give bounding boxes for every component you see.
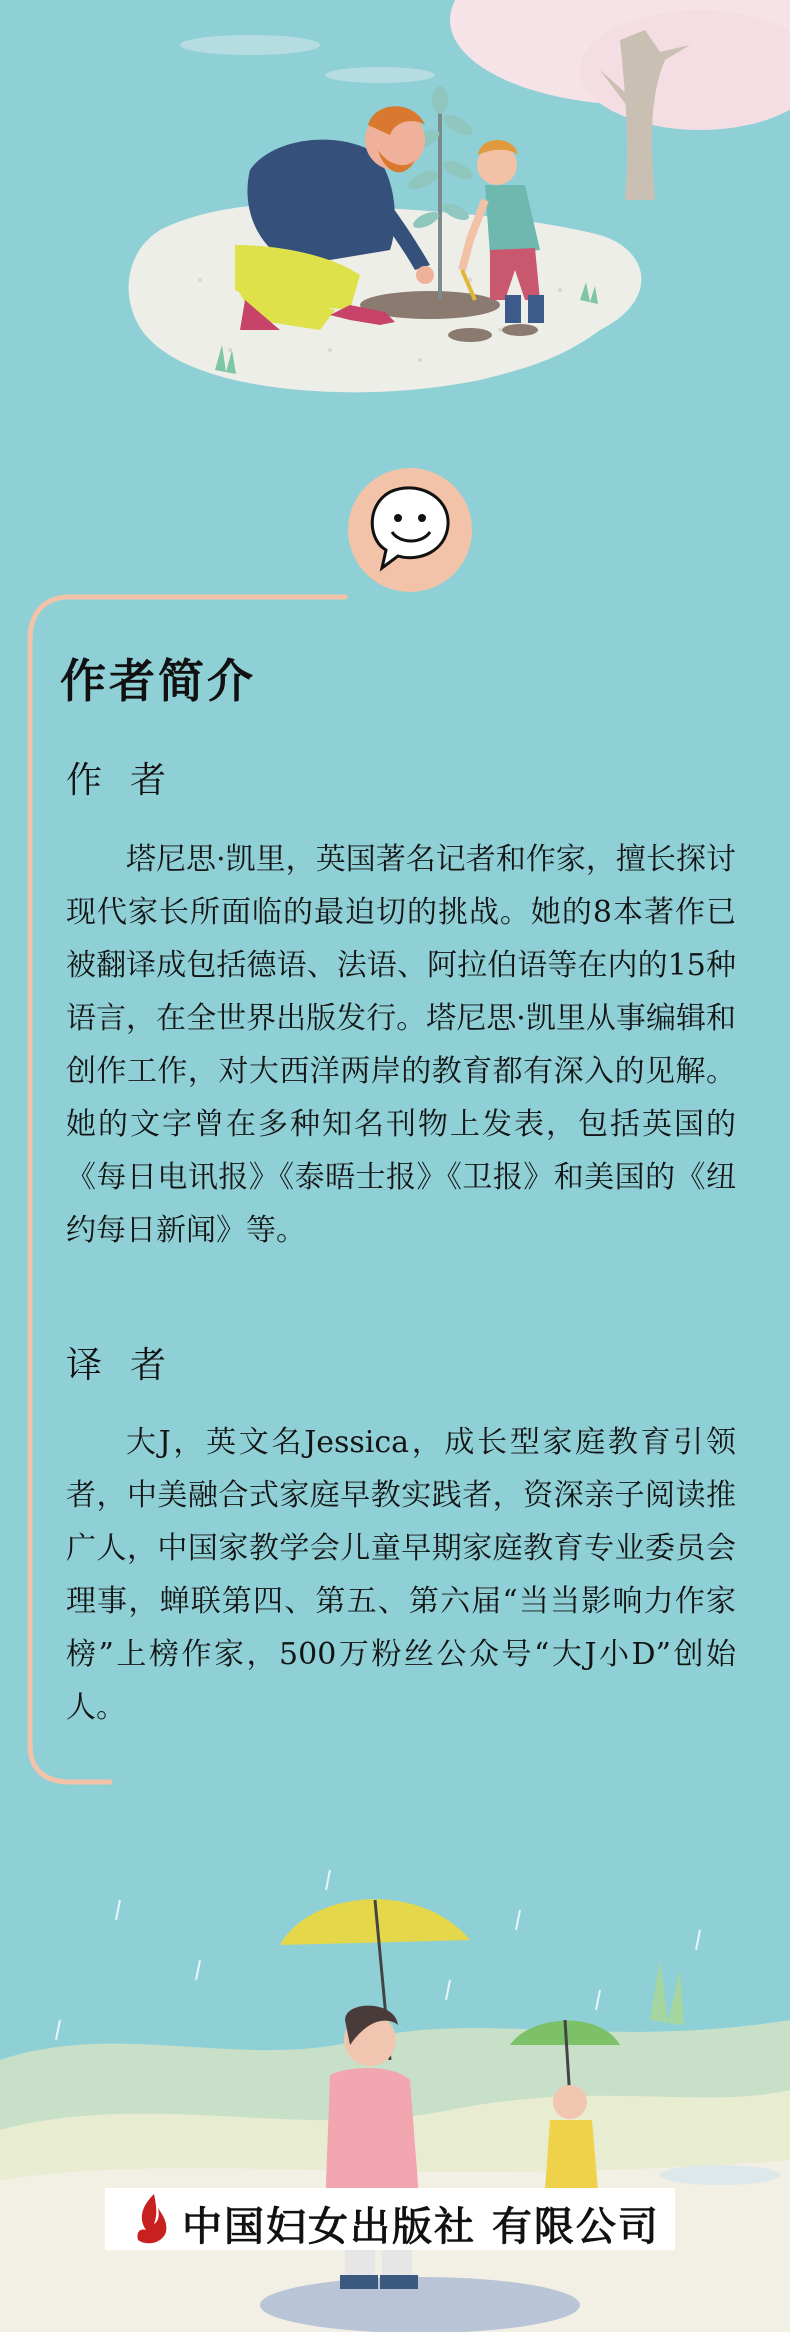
author-label: 作者 — [66, 760, 195, 801]
translator-bio: 大J，英文名Jessica，成长型家庭教育引领者，中美融合式家庭早教实践者，资深亲子阅读推广人，中国家教学会儿童早期家庭教育专业委员会理事，蝉联第四、第五、第六届“当当影响力作家榜”上榜作家，500万粉丝公众号“大J小D”创始人。 — [66, 1425, 736, 1725]
rain-illustration — [0, 1840, 790, 2332]
publisher-flame-logo-icon — [132, 2192, 172, 2246]
publisher-name: 中国妇女出版社 有限公司 — [182, 2203, 660, 2250]
author-bio: 塔尼思·凯里，英国著名记者和作家，擅长探讨现代家长所面临的最迫切的挑战。她的8本著作已被翻译成包括德语、法语、阿拉伯语等在内的15种语言，在全世界出版发行。塔尼思·凯里从事编辑和创作工作，对大西洋两岸的教育都有深入的见解。她的文字曾在多种知名刊物上发表，包括英国的《每日电讯报》《泰晤士报》《卫报》和美国的《纽约每日新闻》等。 — [66, 842, 736, 1248]
translator-label: 译者 — [66, 1345, 195, 1386]
section-heading: 作者简介 — [60, 654, 256, 708]
